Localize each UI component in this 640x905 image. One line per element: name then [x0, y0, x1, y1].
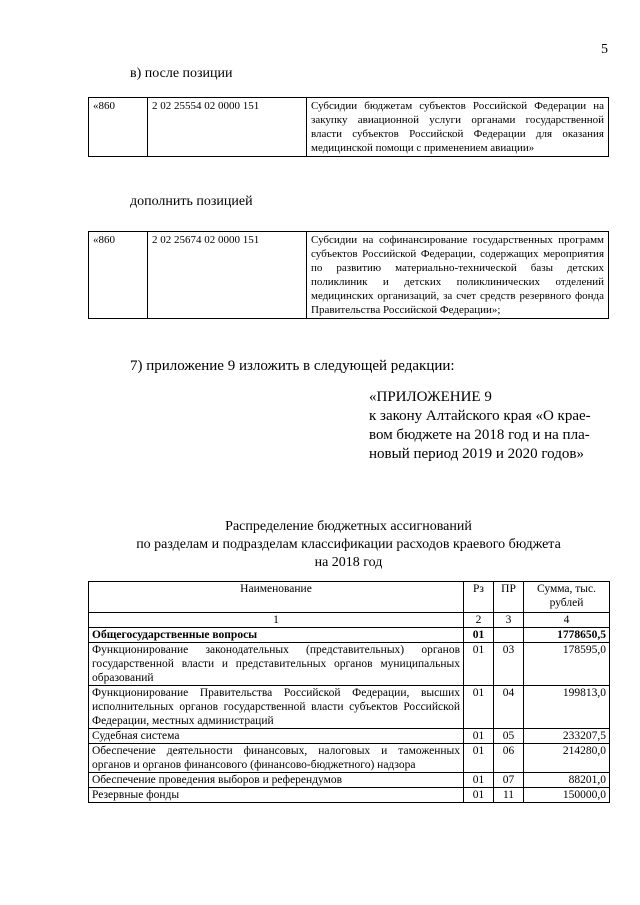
row-rz: 01 [464, 773, 494, 788]
item-7-text: 7) приложение 9 изложить в следующей редакции: [130, 358, 455, 374]
row-sum: 88201,0 [524, 773, 610, 788]
table-title-line-1: Распределение бюджетных ассигнований [225, 519, 472, 534]
table-title-line-2: по разделам и подразделам классификации расходов краевого бюджета [136, 537, 561, 552]
row-sum: 199813,0 [524, 686, 610, 729]
row-name: Обеспечение деятельности финансовых, налоговых и таможенных органов и органов финансового (финансово-бюджетного) надзора [89, 744, 464, 773]
table-row [89, 643, 610, 686]
header-rz: Рз [464, 582, 494, 613]
table-header-row [89, 582, 610, 613]
table-row [89, 686, 610, 729]
position-after-row [89, 98, 609, 157]
row-sum: 150000,0 [524, 788, 610, 803]
row-rz: 01 [464, 788, 494, 803]
after-position-label: в) после позиции [130, 66, 233, 81]
row-sum: 214280,0 [524, 744, 610, 773]
position-description: Субсидии бюджетам субъектов Российской Федерации на закупку авиационной услуги органами государственной власти субъектов Российской Федерации для оказания медицинской помощи с применением авиации» [307, 98, 609, 157]
column-number: 3 [494, 613, 524, 628]
row-name: Резервные фонды [89, 788, 464, 803]
row-name: Судебная система [89, 729, 464, 744]
row-pr [494, 628, 524, 643]
row-sum: 233207,5 [524, 729, 610, 744]
table-row [89, 773, 610, 788]
position-kbk: 2 02 25674 02 0000 151 [148, 232, 307, 319]
position-after-table [88, 97, 609, 157]
row-name: Функционирование законодательных (представительных) органов государственной власти и представительных органов муниципальных образований [89, 643, 464, 686]
row-pr: 06 [494, 744, 524, 773]
appendix-block [369, 388, 591, 464]
row-pr: 05 [494, 729, 524, 744]
header-name: Наименование [89, 582, 464, 613]
row-pr: 03 [494, 643, 524, 686]
row-pr: 11 [494, 788, 524, 803]
row-rz: 01 [464, 686, 494, 729]
appendix-line-1: «ПРИЛОЖЕНИЕ 9 [369, 389, 492, 405]
row-sum: 1778650,5 [524, 628, 610, 643]
row-sum: 178595,0 [524, 643, 610, 686]
row-rz: 01 [464, 729, 494, 744]
table-title-line-3: на 2018 год [314, 555, 383, 570]
header-sum: Сумма, тыс. рублей [524, 582, 610, 613]
row-rz: 01 [464, 643, 494, 686]
row-rz: 01 [464, 628, 494, 643]
position-new-table [88, 231, 609, 319]
row-pr: 04 [494, 686, 524, 729]
column-number: 2 [464, 613, 494, 628]
row-pr: 07 [494, 773, 524, 788]
column-number: 4 [524, 613, 610, 628]
position-code: «860 [89, 98, 148, 157]
header-pr: ПР [494, 582, 524, 613]
position-code: «860 [89, 232, 148, 319]
appendix-line-3: вом бюджете на 2018 год и на пла- [369, 427, 590, 443]
row-name: Общегосударственные вопросы [89, 628, 464, 643]
table-number-row [89, 613, 610, 628]
table-row [89, 729, 610, 744]
appendix-line-4: новый период 2019 и 2020 годов» [369, 446, 584, 462]
table-title [88, 518, 609, 572]
column-number: 1 [89, 613, 464, 628]
add-position-label: дополнить позицией [130, 194, 253, 209]
appendix-line-2: к закону Алтайского края «О крае- [369, 408, 591, 424]
table-row [89, 788, 610, 803]
table-row [89, 744, 610, 773]
row-name: Обеспечение проведения выборов и референдумов [89, 773, 464, 788]
row-name: Функционирование Правительства Российской Федерации, высших исполнительных органов государственной власти субъектов Российской Федерации, местных администраций [89, 686, 464, 729]
table-row [89, 628, 610, 643]
position-kbk: 2 02 25554 02 0000 151 [148, 98, 307, 157]
row-rz: 01 [464, 744, 494, 773]
position-description: Субсидии на софинансирование государственных программ субъектов Российской Федерации, содержащих мероприятия по развитию материально-технической базы детских поликлиник и детских поликлинических отделений медицинских организаций, за счет средств резервного фонда Правительства Российской Федерации»; [307, 232, 609, 319]
page-number: 5 [601, 42, 608, 57]
position-new-row [89, 232, 609, 319]
budget-table [88, 581, 610, 803]
